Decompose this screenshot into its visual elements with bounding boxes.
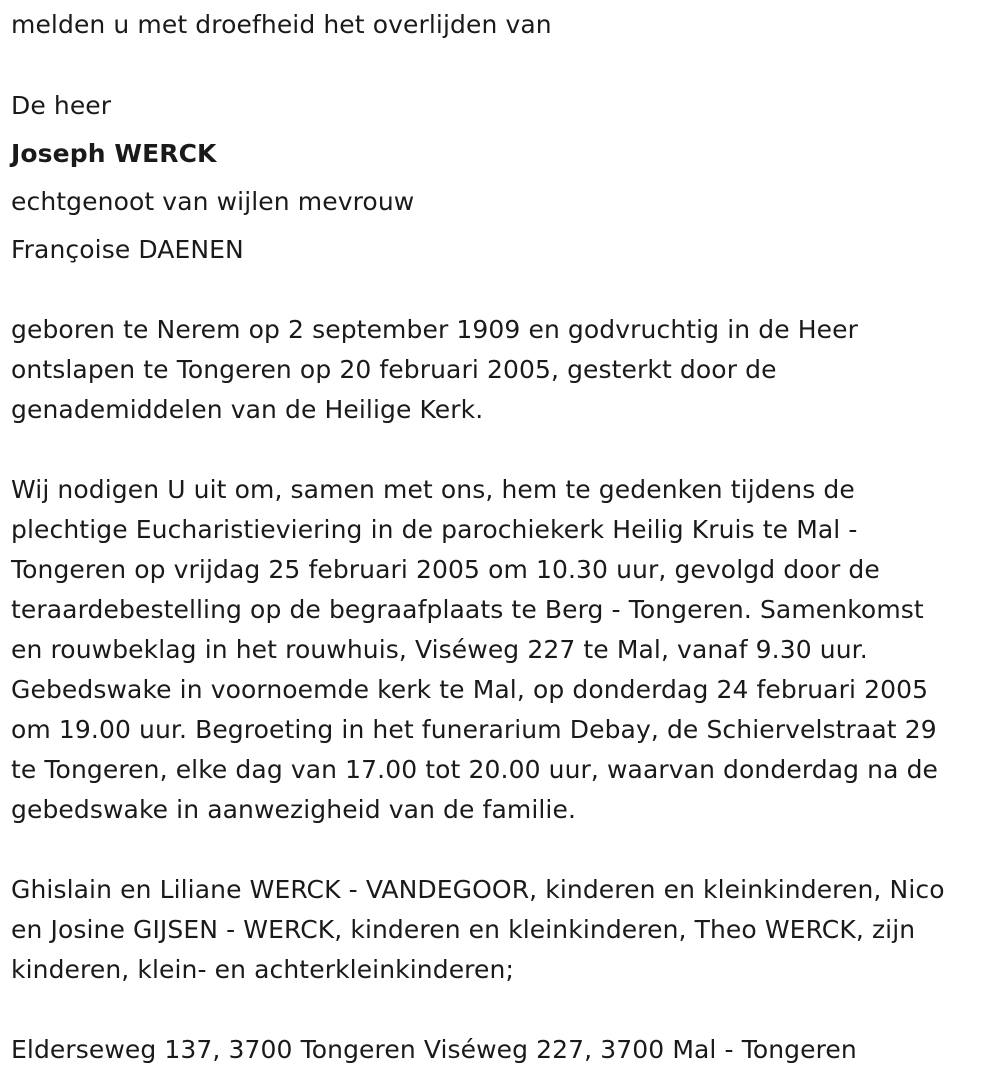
paragraph-line: en rouwbeklag in het rouwhuis, Viséweg 227 te Mal, vanaf 9.30 uur. [11, 635, 868, 664]
paragraph-line: plechtige Eucharistieviering in de parochiekerk Heilig Kruis te Mal - [11, 515, 858, 544]
paragraph-line: Wij nodigen U uit om, samen met ons, hem te gedenken tijdens de [11, 475, 855, 504]
paragraph-line: Gebedswake in voornoemde kerk te Mal, op donderdag 24 februari 2005 [11, 675, 929, 704]
intro-text: melden u met droefheid het overlijden van [11, 10, 552, 39]
paragraph-line: te Tongeren, elke dag van 17.00 tot 20.00 uur, waarvan donderdag na de [11, 755, 939, 784]
paragraph-line: teraardebestelling op de begraafplaats te Berg - Tongeren. Samenkomst [11, 595, 924, 624]
paragraph-line: en Josine GIJSEN - WERCK, kinderen en kleinkinderen, Theo WERCK, zijn [11, 915, 916, 944]
deceased-name: Joseph WERCK [11, 139, 217, 168]
paragraph-line: kinderen, klein- en achterkleinkinderen; [11, 955, 514, 984]
paragraph-line: om 19.00 uur. Begroeting in het funerarium Debay, de Schiervelstraat 29 [11, 715, 937, 744]
paragraph-line: genademiddelen van de Heilige Kerk. [11, 395, 484, 424]
paragraph-line: Tongeren op vrijdag 25 februari 2005 om 10.30 uur, gevolgd door de [11, 555, 880, 584]
deceased-title: De heer [11, 91, 112, 120]
paragraph-line: gebedswake in aanwezigheid van de familie. [11, 795, 576, 824]
addresses-line: Elderseweg 137, 3700 Tongeren Viséweg 227, 3700 Mal - Tongeren [11, 1035, 857, 1064]
paragraph-line: geboren te Nerem op 2 september 1909 en godvruchtig in de Heer [11, 315, 859, 344]
spouse-line: echtgenoot van wijlen mevrouw [11, 187, 415, 216]
paragraph-line: Ghislain en Liliane WERCK - VANDEGOOR, kinderen en kleinkinderen, Nico [11, 875, 945, 904]
spouse-name: Françoise DAENEN [11, 235, 244, 264]
paragraph-line: ontslapen te Tongeren op 20 februari 2005, gesterkt door de [11, 355, 777, 384]
